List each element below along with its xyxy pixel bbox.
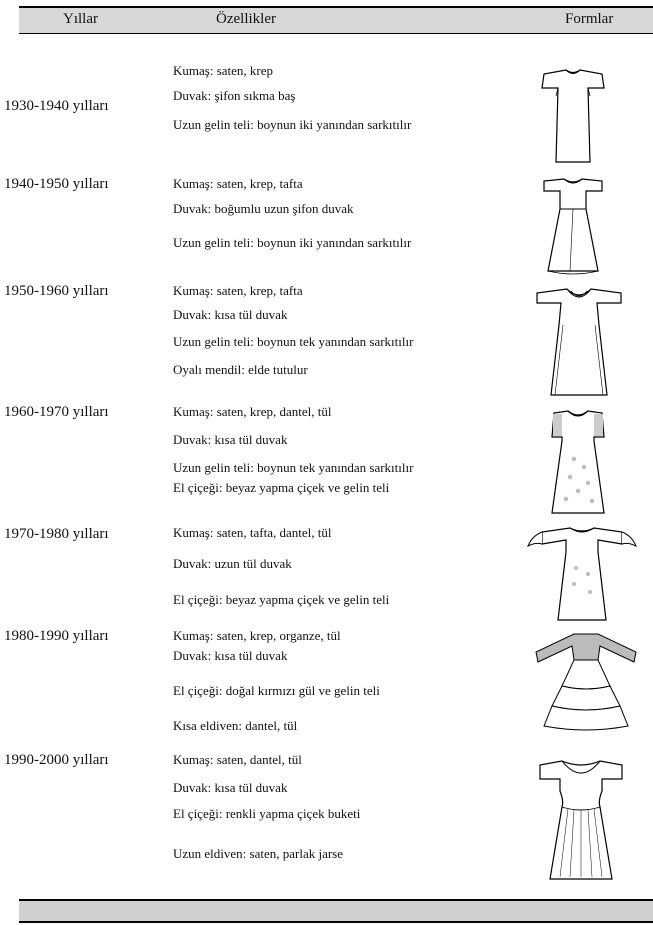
feature-line: Kumaş: saten, krep, tafta: [173, 283, 303, 298]
row-years: 1940-1950 yılları: [4, 176, 109, 192]
feature-line: Uzun gelin teli: boynun iki yanından sarkıtılır: [173, 117, 412, 132]
feature-line: Kumaş: saten, krep: [173, 63, 274, 78]
table-header: [19, 8, 653, 33]
table-bottom-rule: [19, 921, 653, 923]
feature-line: Duvak: şifon sıkma baş: [173, 88, 296, 103]
header-rule: [19, 33, 653, 34]
feature-line: Kumaş: saten, krep, tafta: [173, 176, 303, 191]
feature-line: Uzun gelin teli: boynun tek yanından sarkıtılır: [173, 334, 414, 349]
feature-line: Kısa eldiven: dantel, tül: [173, 718, 298, 733]
feature-line: Oyalı mendil: elde tutulur: [173, 362, 308, 377]
row-years: 1990-2000 yılları: [4, 752, 109, 768]
feature-line: Kumaş: saten, dantel, tül: [173, 752, 302, 767]
row-years: 1930-1940 yılları: [4, 98, 109, 114]
feature-line: Kumaş: saten, krep, organze, tül: [173, 628, 341, 643]
ruffle-sleeve-dress-icon: [524, 524, 640, 624]
tiered-ruffle-dress-icon: [528, 630, 644, 732]
feature-line: Duvak: kısa tül duvak: [173, 648, 288, 663]
table-footer: [19, 901, 653, 921]
long-sleeve-straight-dress-icon: [540, 66, 606, 166]
feature-line: Duvak: kısa tül duvak: [173, 780, 288, 795]
feature-line: Uzun eldiven: saten, parlak jarse: [173, 846, 344, 861]
feature-line: Duvak: boğumlu uzun şifon duvak: [173, 201, 354, 216]
feature-line: Uzun gelin teli: boynun tek yanından sarkıtılır: [173, 460, 414, 475]
feature-line: Duvak: kısa tül duvak: [173, 432, 288, 447]
cowl-neck-dress-icon: [533, 285, 625, 400]
header-forms: Formlar: [565, 11, 614, 27]
feature-line: El çiçeği: beyaz yapma çiçek ve gelin teli: [173, 480, 390, 495]
feature-line: El çiçeği: doğal kırmızı gül ve gelin teli: [173, 683, 380, 698]
row-years: 1960-1970 yılları: [4, 404, 109, 420]
feature-line: El çiçeği: renkli yapma çiçek buketi: [173, 806, 361, 821]
lace-sleeve-dress-icon: [548, 407, 608, 519]
feature-line: Uzun gelin teli: boynun iki yanından sarkıtılır: [173, 235, 412, 250]
feature-line: Kumaş: saten, tafta, dantel, tül: [173, 525, 332, 540]
header-features: Özellikler: [216, 11, 276, 27]
flared-dress-icon: [540, 175, 606, 275]
feature-line: El çiçeği: beyaz yapma çiçek ve gelin teli: [173, 592, 390, 607]
feature-line: Duvak: kısa tül duvak: [173, 307, 288, 322]
row-years: 1970-1980 yılları: [4, 526, 109, 542]
puff-sleeve-gathered-dress-icon: [536, 757, 626, 883]
row-years: 1950-1960 yılları: [4, 283, 109, 299]
feature-line: Kumaş: saten, krep, dantel, tül: [173, 404, 332, 419]
feature-line: Duvak: uzun tül duvak: [173, 556, 292, 571]
row-years: 1980-1990 yılları: [4, 628, 109, 644]
header-years: Yıllar: [63, 11, 98, 27]
